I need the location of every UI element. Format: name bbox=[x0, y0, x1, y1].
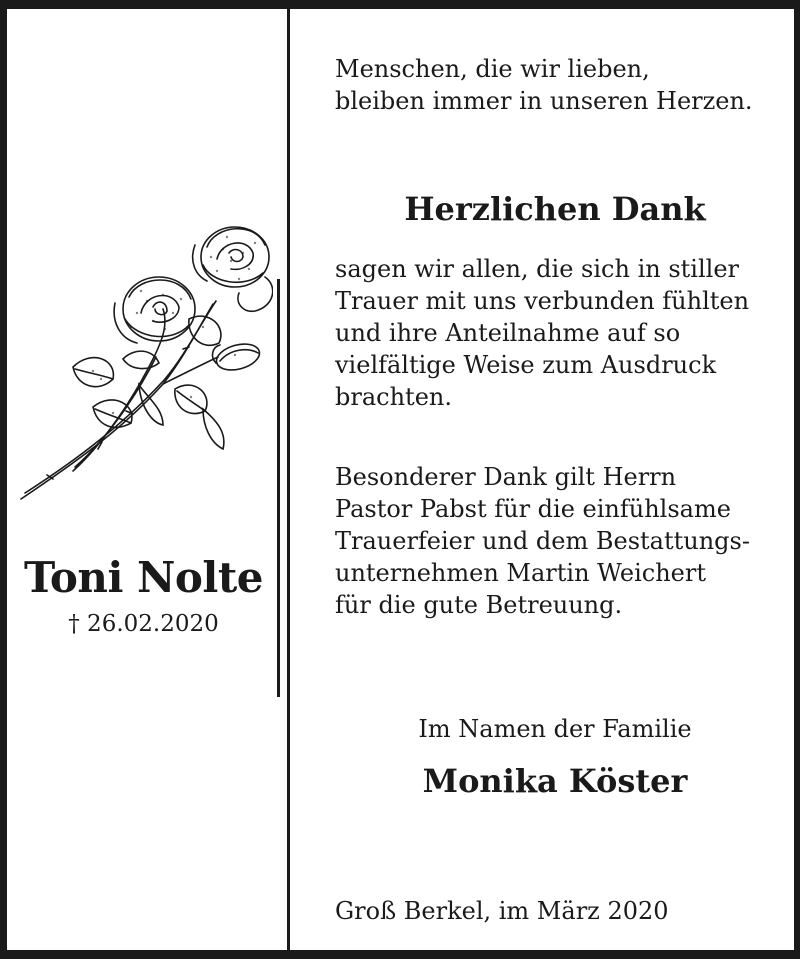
quote-line: Menschen, die wir lieben, bbox=[335, 55, 650, 83]
special-thanks-line: Pastor Pabst für die einfühlsame bbox=[335, 495, 731, 523]
deceased-name: Toni Nolte bbox=[23, 553, 264, 602]
on-behalf-text: Im Namen der Familie bbox=[418, 715, 692, 743]
thanks-text bbox=[335, 253, 775, 413]
thanks-line: vielfältige Weise zum Ausdruck bbox=[335, 351, 717, 379]
thanks-line: Trauer mit uns verbunden fühlten bbox=[335, 287, 750, 315]
special-thanks-line: unternehmen Martin Weichert bbox=[335, 559, 706, 587]
thanks-line: und ihre Anteilnahme auf so bbox=[335, 319, 681, 347]
thanks-line: sagen wir allen, die sich in stiller bbox=[335, 255, 739, 283]
thanks-heading: Herzlichen Dank bbox=[404, 190, 706, 228]
quote-line: bleiben immer in unseren Herzen. bbox=[335, 87, 753, 115]
signature-name: Monika Köster bbox=[422, 762, 688, 800]
rose-illustration bbox=[13, 209, 273, 509]
column-divider bbox=[287, 9, 290, 950]
special-thanks-text bbox=[335, 461, 775, 621]
left-accent-line bbox=[277, 279, 280, 697]
place-date: Groß Berkel, im März 2020 bbox=[335, 897, 669, 925]
special-thanks-line: für die gute Betreuung. bbox=[335, 591, 623, 619]
special-thanks-line: Trauerfeier und dem Bestattungs- bbox=[335, 527, 750, 555]
quote bbox=[335, 53, 775, 117]
death-date: † 26.02.2020 bbox=[68, 611, 219, 637]
thanks-line: brachten. bbox=[335, 383, 452, 411]
left-column bbox=[7, 9, 280, 950]
special-thanks-line: Besonderer Dank gilt Herrn bbox=[335, 463, 677, 491]
